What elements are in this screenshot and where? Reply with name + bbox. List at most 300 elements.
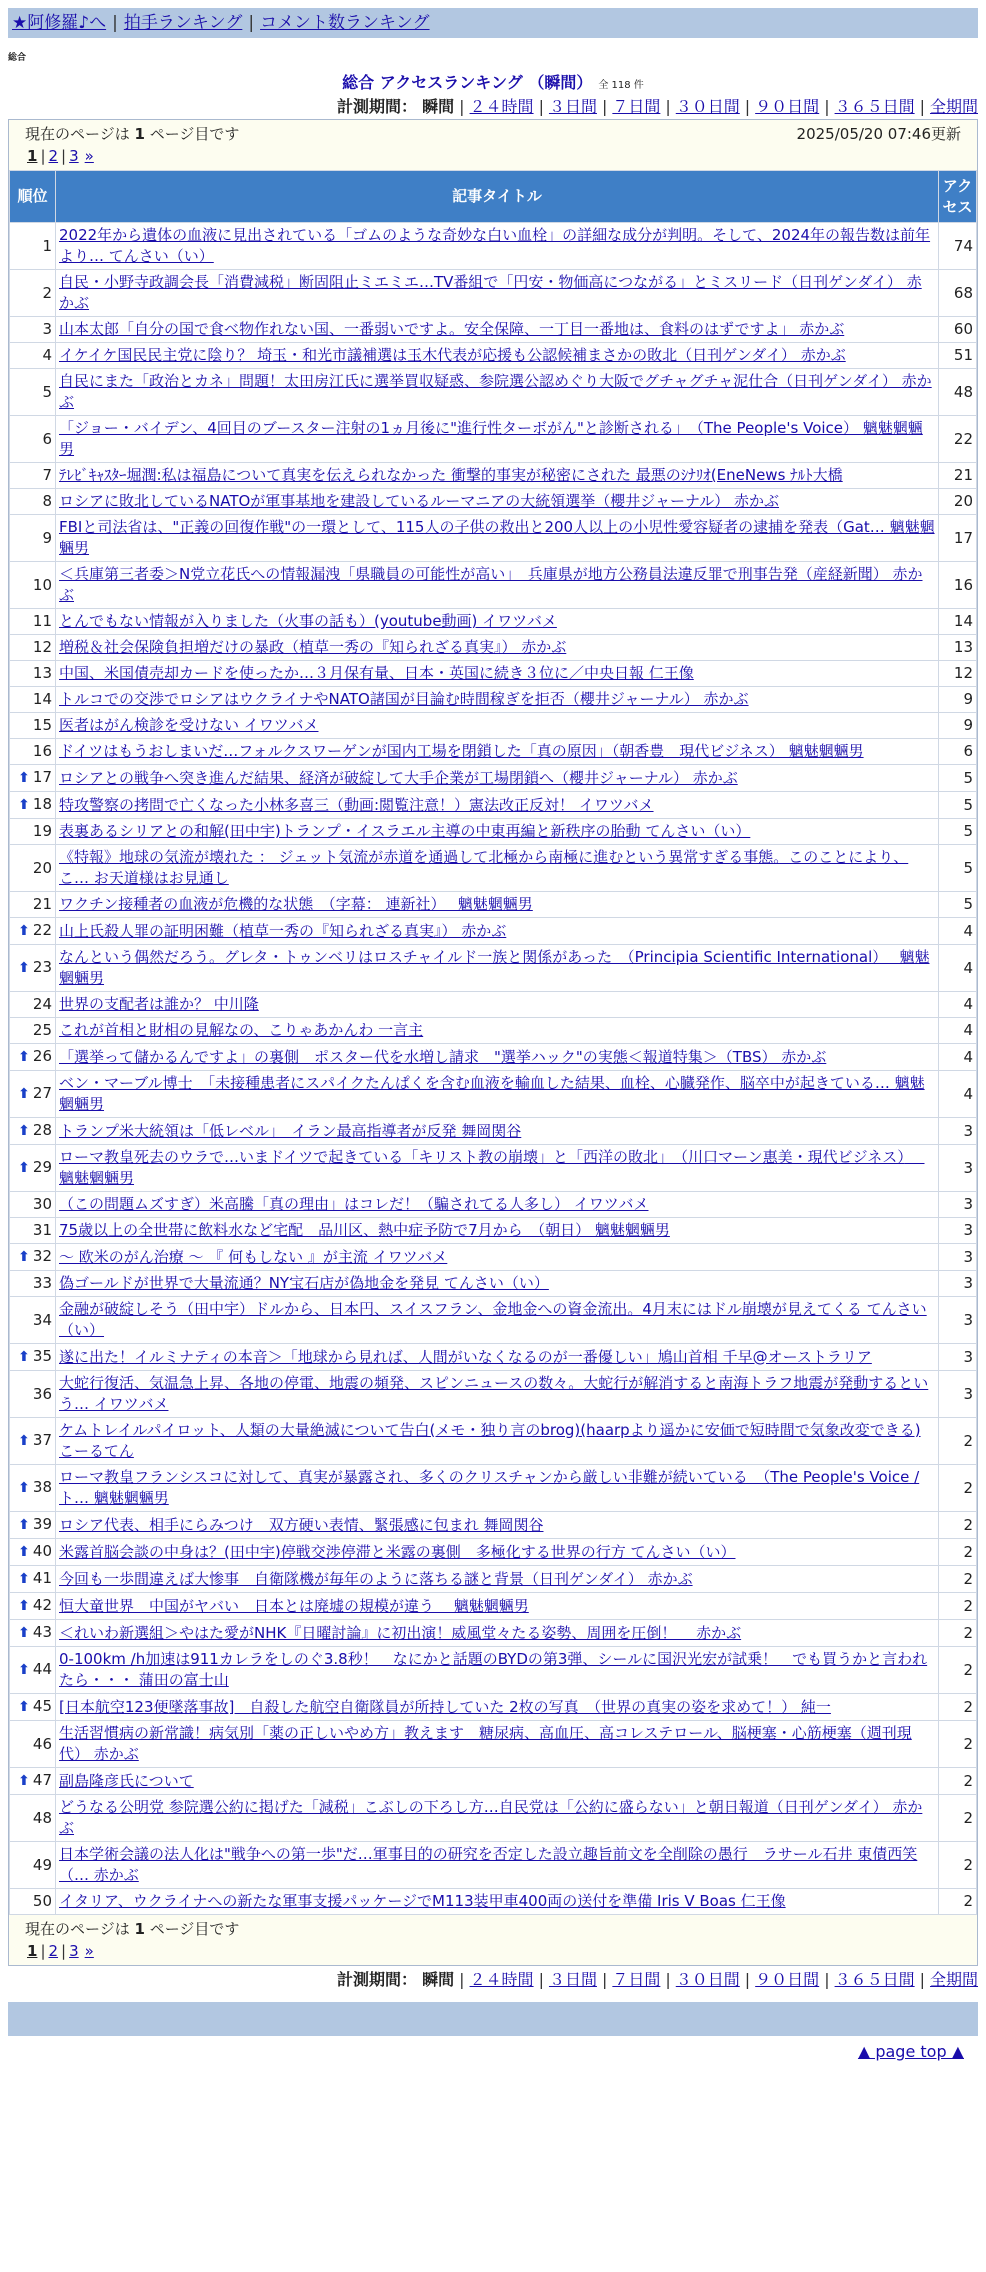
access-count: 4	[939, 1044, 977, 1071]
rank-up-arrow-icon: ⬆	[18, 1625, 30, 1641]
title-cell	[56, 369, 939, 416]
rank-cell	[10, 1566, 56, 1593]
access-count: 5	[939, 792, 977, 819]
title-cell	[56, 1218, 939, 1244]
article-link[interactable]: 自民・小野寺政調会長「消費減税」断固阻止ミエミエ…TV番組で「円安・物価高につながる」とミスリード（日刊ゲンダイ） 赤かぶ	[59, 273, 922, 312]
table-row	[10, 1344, 977, 1371]
title-cell	[56, 845, 939, 892]
title-cell	[56, 223, 939, 270]
rank-number: 4	[42, 346, 52, 364]
title-cell	[56, 892, 939, 918]
title-cell	[56, 1889, 939, 1915]
article-link[interactable]: 自民にまた「政治とカネ」問題！太田房江氏に選挙買収疑惑、参院選公認めぐり大阪でグチャグチャ泥仕合（日刊ゲンダイ） 赤かぶ	[59, 372, 932, 411]
rank-number: 1	[42, 236, 52, 255]
title-cell	[56, 463, 939, 489]
article-link[interactable]: ローマ教皇フランシスコに対して、真実が暴露され、多くのクリスチャンから厳しい非難が続いている （The People's Voice / ト… 魑魅魍魎男	[59, 1468, 920, 1507]
pager-next[interactable]: »	[84, 147, 94, 165]
access-count: 3	[939, 1192, 977, 1218]
article-link[interactable]: （この問題ムズすぎ）米高騰「真の理由」はコレだ！（騙されてる人多し） イワツバメ	[59, 1195, 649, 1213]
title-cell	[56, 945, 939, 992]
table-row	[10, 1218, 977, 1244]
table-row	[10, 1465, 977, 1512]
title-cell	[56, 1192, 939, 1218]
title-cell	[56, 1271, 939, 1297]
table-row	[10, 1071, 977, 1118]
period-current: 瞬間	[422, 1970, 455, 1989]
article-link[interactable]: 山上氏殺人罪の証明困難（植草一秀の『知られざる真実』） 赤かぶ	[59, 921, 507, 940]
ranking-body	[10, 223, 977, 1915]
current-page-text	[25, 123, 239, 144]
access-count: 5	[939, 819, 977, 845]
rank-number: 35	[32, 1347, 52, 1365]
rank-cell	[10, 1889, 56, 1915]
rank-cell	[10, 1018, 56, 1044]
period-link-365d[interactable]: ３６５日間	[834, 1970, 915, 1989]
rank-cell	[10, 845, 56, 892]
access-count: 48	[939, 369, 977, 416]
article-link[interactable]: ロシア代表、相手にらみつけ 双方硬い表情、緊張感に包まれ 舞岡関谷	[59, 1515, 544, 1534]
title-cell	[56, 792, 939, 819]
rank-up-arrow-icon: ⬆	[18, 1571, 30, 1587]
table-row	[10, 1297, 977, 1344]
access-count: 2	[939, 1539, 977, 1566]
current-page-pre: 現在のページは	[25, 1920, 130, 1938]
rank-number: 21	[32, 895, 52, 913]
access-count: 3	[939, 1344, 977, 1371]
rank-cell	[10, 1192, 56, 1218]
access-count: 12	[939, 661, 977, 687]
rank-number: 37	[32, 1431, 52, 1449]
rank-number: 34	[32, 1310, 52, 1329]
table-row	[10, 739, 977, 765]
period-link-365d[interactable]: ３６５日間	[834, 97, 915, 116]
table-row	[10, 1118, 977, 1145]
access-count: 4	[939, 992, 977, 1018]
pager-link-3[interactable]: 3	[69, 1942, 79, 1960]
rank-number: 46	[32, 1734, 52, 1753]
footer-bar	[8, 2002, 978, 2036]
title-cell	[56, 1297, 939, 1344]
article-link[interactable]: 増税＆社会保険負担増だけの暴政（植草一秀の『知られざる真実』） 赤かぶ	[59, 638, 567, 656]
rank-cell	[10, 562, 56, 609]
table-row	[10, 918, 977, 945]
rank-up-arrow-icon: ⬆	[18, 1480, 30, 1496]
access-count: 68	[939, 270, 977, 317]
title-cell	[56, 1018, 939, 1044]
rank-number: 24	[32, 995, 52, 1013]
article-link[interactable]: これが首相と財相の見解なの、こりゃあかんわ 一言主	[59, 1021, 424, 1039]
rank-cell	[10, 1512, 56, 1539]
table-row	[10, 270, 977, 317]
article-link[interactable]: ケムトレイルパイロット、人類の大量絶滅について告白(メモ・独り言のbrog)(haarpより遥かに安価で短時間で気象改変できる) こーるてん	[59, 1421, 921, 1460]
period-selector-top	[8, 95, 978, 119]
rank-cell	[10, 270, 56, 317]
table-row	[10, 317, 977, 343]
current-page-text-bottom	[25, 1918, 239, 1939]
access-count: 2	[939, 1593, 977, 1620]
access-count: 5	[939, 765, 977, 792]
rank-up-arrow-icon: ⬆	[18, 1517, 30, 1533]
table-row	[10, 819, 977, 845]
rank-number: 42	[32, 1596, 52, 1614]
period-link-all[interactable]: 全期間	[929, 97, 978, 116]
table-row	[10, 1647, 977, 1694]
rank-number: 23	[32, 958, 52, 976]
rank-cell	[10, 1795, 56, 1842]
article-link[interactable]: 金融が破綻しそう（田中宇）ドルから、日本円、スイスフラン、金地金への資金流出。4月末にはドル崩壊が見えてくる てんさい（い）	[59, 1300, 927, 1339]
rank-cell	[10, 819, 56, 845]
nav-separator: |	[112, 13, 118, 33]
ranking-box	[8, 119, 978, 1966]
article-link[interactable]: 「選挙って儲かるんですよ」の裏側 ポスター代を水増し請求 "選挙ハック"の実態＜報道特集＞（TBS） 赤かぶ	[59, 1047, 827, 1066]
period-link-30d[interactable]: ３０日間	[675, 1970, 740, 1989]
title-cell	[56, 1620, 939, 1647]
rank-cell	[10, 1297, 56, 1344]
rank-up-arrow-icon: ⬆	[18, 1544, 30, 1560]
title-cell	[56, 1694, 939, 1721]
rank-up-arrow-icon: ⬆	[18, 1773, 30, 1789]
article-link[interactable]: 生活習慣病の新常識！病気別「薬の正しいやめ方」教えます 糖尿病、高血圧、高コレステロール、脳梗塞・心筋梗塞（週刊現代） 赤かぶ	[59, 1724, 912, 1763]
access-count: 2	[939, 1418, 977, 1465]
rank-number: 27	[32, 1084, 52, 1102]
rank-cell	[10, 1071, 56, 1118]
title-cell	[56, 416, 939, 463]
pager-link-3[interactable]: 3	[69, 147, 79, 165]
rank-cell	[10, 1842, 56, 1889]
period-link-90d[interactable]: ９０日間	[755, 1970, 820, 1989]
period-link-7d[interactable]: ７日間	[612, 97, 661, 116]
rank-number: 14	[32, 690, 52, 708]
access-count: 21	[939, 463, 977, 489]
article-link[interactable]: トルコでの交渉でロシアはウクライナやNATO諸国が目論む時間稼ぎを拒否（櫻井ジャーナル） 赤かぶ	[59, 690, 749, 708]
article-link[interactable]: 「ジョー・バイデン、4回目のブースター注射の1ヵ月後に"進行性ターボがん"と診断される」 （The People's Voice） 魑魅魍魎男	[59, 419, 923, 458]
pager-current: 1	[27, 147, 38, 165]
rank-cell	[10, 223, 56, 270]
access-count: 2	[939, 1647, 977, 1694]
rank-number: 9	[42, 528, 52, 547]
title-cell	[56, 819, 939, 845]
article-link[interactable]: 特攻警察の拷問で亡くなった小林多喜三（動画:閲覧注意！）憲法改正反対！ イワツバメ	[59, 795, 654, 814]
article-link[interactable]: 世界の支配者は誰か？ 中川隆	[59, 995, 259, 1013]
rank-number: 31	[32, 1221, 52, 1239]
table-row	[10, 515, 977, 562]
period-current: 瞬間	[422, 97, 455, 116]
article-link[interactable]: なんという偶然だろう。グレタ・トゥンベリはロスチャイルド一族と関係があった （Principia Scientific International） 魑魅魍魎男	[59, 948, 930, 987]
title-cell	[56, 1512, 939, 1539]
article-link[interactable]: ﾃﾚﾋﾞｷｬｽﾀｰ堀潤:私は福島について真実を伝えられなかった 衝撃的事実が秘密にされた 最悪のｼﾅﾘｵ(EneNews ﾅﾙﾄ大橋	[59, 466, 843, 484]
article-link[interactable]: ワクチン接種者の血液が危機的な状態 （字幕： 連新社） 魑魅魍魎男	[59, 895, 533, 913]
rank-cell	[10, 463, 56, 489]
rank-cell	[10, 635, 56, 661]
title-cell	[56, 515, 939, 562]
title-cell	[56, 687, 939, 713]
title-cell	[56, 918, 939, 945]
header-title: 記事タイトル	[56, 171, 939, 223]
pager-top	[9, 146, 977, 170]
access-count: 2	[939, 1768, 977, 1795]
title-cell	[56, 1465, 939, 1512]
rank-cell	[10, 609, 56, 635]
rank-cell	[10, 1620, 56, 1647]
title-cell	[56, 1044, 939, 1071]
access-count: 3	[939, 1218, 977, 1244]
title-cell	[56, 1244, 939, 1271]
header-access: アクセス	[939, 171, 977, 223]
table-header-row	[10, 171, 977, 223]
access-count: 16	[939, 562, 977, 609]
title-cell	[56, 489, 939, 515]
article-link[interactable]: 2022年から遺体の血液に見出されている「ゴムのような奇妙な白い血栓」の詳細な成分が判明。そして、2024年の報告数は前年より… てんさい（い）	[59, 226, 931, 265]
article-link[interactable]: トランプ米大統領は「低レベル」 イラン最高指導者が反発 舞岡関谷	[59, 1121, 522, 1140]
table-row	[10, 1192, 977, 1218]
title-cell	[56, 1539, 939, 1566]
rank-cell	[10, 1768, 56, 1795]
article-link[interactable]: 遂に出た！イルミナティの本音＞「地球から見れば、人間がいなくなるのが一番優しい」鳩山首相 千早@オーストラリア	[59, 1347, 872, 1366]
rank-number: 38	[32, 1478, 52, 1496]
rank-number: 49	[32, 1855, 52, 1874]
article-link[interactable]: FBIと司法省は、"正義の回復作戦"の一環として、115人の子供の救出と200人以上の小児性愛容疑者の逮捕を発表（Gat… 魑魅魍魎男	[59, 518, 935, 557]
period-link-all[interactable]: 全期間	[929, 1970, 978, 1989]
article-link[interactable]: イケイケ国民民主党に陰り？ 埼玉・和光市議補選は玉木代表が応援も公認候補まさかの敗北（日刊ゲンダイ） 赤かぶ	[59, 346, 846, 364]
ranking-table	[9, 170, 977, 1915]
rank-number: 36	[32, 1384, 52, 1403]
rank-cell	[10, 765, 56, 792]
article-link[interactable]: 0-100km /h加速は911カレラをしのぐ3.8秒！ なにかと話題のBYDの第3弾、シールに国沢光宏が試乗！ でも買うかと言われたら・・・ 蒲田の富士山	[59, 1650, 928, 1689]
pager-link-2[interactable]: 2	[48, 147, 59, 165]
article-link[interactable]: 偽ゴールドが世界で大量流通？NY宝石店が偽地金を発見 てんさい（い）	[59, 1274, 549, 1292]
pager-separator: |	[61, 1942, 67, 1960]
page-top-area	[8, 2036, 978, 2076]
table-row	[10, 1842, 977, 1889]
title-cell	[56, 713, 939, 739]
table-row	[10, 845, 977, 892]
rank-cell	[10, 918, 56, 945]
title-cell	[56, 1721, 939, 1768]
rank-cell	[10, 1371, 56, 1418]
article-link[interactable]: ベン・マーブル博士 「未接種患者にスパイクたんぱくを含む血液を輸血した結果、血栓、心臓発作、脳卒中が起きている… 魑魅魍魎男	[59, 1074, 925, 1113]
pager-current: 1	[27, 1942, 38, 1960]
rank-cell	[10, 1721, 56, 1768]
title-cell	[56, 739, 939, 765]
period-link-7d[interactable]: ７日間	[612, 1970, 661, 1989]
article-link[interactable]: 大蛇行復活、気温急上昇、各地の停電、地震の頻発、スピンニュースの数々。大蛇行が解消すると南海トラフ地震が発動するという… イワツバメ	[59, 1374, 929, 1413]
rank-cell	[10, 1647, 56, 1694]
page-info-top	[9, 120, 977, 146]
rank-number: 43	[32, 1623, 52, 1641]
title-cell	[56, 609, 939, 635]
rank-up-arrow-icon: ⬆	[18, 1662, 30, 1678]
rank-up-arrow-icon: ⬆	[18, 770, 30, 786]
article-link[interactable]: 表裏あるシリアとの和解(田中宇)トランプ・イスラエル主導の中東再編と新秩序の胎動 てんさい（い）	[59, 822, 751, 840]
period-selector-bottom	[8, 1968, 978, 1992]
article-link[interactable]: ＜れいわ新選組＞やはた愛がNHK『日曜討論』に初出演！威風堂々たる姿勢、周囲を圧倒！ 赤かぶ	[59, 1623, 742, 1642]
rank-cell	[10, 992, 56, 1018]
access-count: 9	[939, 687, 977, 713]
rank-cell	[10, 1593, 56, 1620]
rank-up-arrow-icon: ⬆	[18, 1049, 30, 1065]
page-title-text: 総合 アクセスランキング （瞬間）	[342, 73, 593, 92]
rank-number: 8	[42, 492, 52, 510]
table-row	[10, 892, 977, 918]
rank-cell	[10, 739, 56, 765]
table-row	[10, 765, 977, 792]
period-link-3d[interactable]: ３日間	[548, 97, 597, 116]
rank-number: 18	[32, 795, 52, 813]
period-label: 計測期間：	[337, 97, 418, 116]
access-count: 3	[939, 1118, 977, 1145]
top-nav	[8, 8, 978, 38]
nav-link-comment-ranking[interactable]: コメント数ランキング	[260, 13, 430, 33]
table-row	[10, 1145, 977, 1192]
table-row	[10, 1539, 977, 1566]
table-row	[10, 792, 977, 819]
rank-cell	[10, 343, 56, 369]
rank-cell	[10, 1344, 56, 1371]
rank-number: 28	[32, 1121, 52, 1139]
rank-up-arrow-icon: ⬆	[18, 1249, 30, 1265]
period-separator: |	[824, 1970, 830, 1989]
rank-up-arrow-icon: ⬆	[18, 1123, 30, 1139]
access-count: 20	[939, 489, 977, 515]
access-count: 2	[939, 1795, 977, 1842]
article-link[interactable]: とんでもない情報が入りました（火事の話も）(youtube動画) イワツバメ	[59, 612, 557, 630]
table-row	[10, 1512, 977, 1539]
period-link-90d[interactable]: ９０日間	[755, 97, 820, 116]
article-link[interactable]: 今回も一歩間違えば大惨事 自衛隊機が毎年のように落ちる謎と背景（日刊ゲンダイ） 赤かぶ	[59, 1569, 693, 1588]
pager-separator: |	[61, 147, 67, 165]
table-row	[10, 1418, 977, 1465]
rank-number: 17	[32, 768, 52, 786]
access-count: 2	[939, 1889, 977, 1915]
current-page-num: 1	[134, 1920, 145, 1938]
article-link[interactable]: 中国、米国債売却カードを使ったか…３月保有量、日本・英国に続き３位に／中央日報 仁王像	[59, 664, 694, 682]
access-count: 2	[939, 1566, 977, 1593]
table-row	[10, 661, 977, 687]
title-cell	[56, 635, 939, 661]
title-cell	[56, 562, 939, 609]
period-separator: |	[538, 1970, 544, 1989]
access-count: 3	[939, 1297, 977, 1344]
period-link-24h[interactable]: ２４時間	[469, 97, 534, 116]
article-link[interactable]: ＜兵庫第三者委＞N党立花氏への情報漏洩「県職員の可能性が高い」 兵庫県が地方公務員法違反罪で刑事告発（産経新聞） 赤かぶ	[59, 565, 923, 604]
rank-up-arrow-icon: ⬆	[18, 797, 30, 813]
period-separator: |	[665, 97, 671, 116]
table-row	[10, 1566, 977, 1593]
title-cell	[56, 1371, 939, 1418]
period-link-24h[interactable]: ２４時間	[469, 1970, 534, 1989]
article-link[interactable]: 75歳以上の全世帯に飲料水など宅配 品川区、熱中症予防で7月から （朝日） 魑魅魍魎男	[59, 1221, 670, 1239]
rank-number: 47	[32, 1771, 52, 1789]
article-link[interactable]: ドイツはもうおしまいだ…フォルクスワーゲンが国内工場を閉鎖した「真の原因」（朝香豊 現代ビジネス） 魑魅魍魎男	[59, 742, 864, 760]
rank-up-arrow-icon: ⬆	[18, 1699, 30, 1715]
access-count: 3	[939, 1271, 977, 1297]
period-link-3d[interactable]: ３日間	[548, 1970, 597, 1989]
access-count: 2	[939, 1694, 977, 1721]
access-count: 17	[939, 515, 977, 562]
article-link[interactable]: 副島隆彦氏について	[59, 1771, 194, 1790]
pager-link-2[interactable]: 2	[48, 1942, 59, 1960]
section-label: 総合	[8, 53, 27, 63]
article-link[interactable]: ～ 欧米のがん治療 ～ 『 何もしない 』が主流 イワツバメ	[59, 1247, 448, 1266]
rank-up-arrow-icon: ⬆	[18, 1160, 30, 1176]
current-page-post: ページ目です	[149, 125, 240, 143]
rank-number: 3	[42, 320, 52, 338]
rank-number: 26	[32, 1047, 52, 1065]
access-count: 51	[939, 343, 977, 369]
nav-link-clap-ranking[interactable]: 拍手ランキング	[123, 13, 243, 33]
article-link[interactable]: [日本航空123便墜落事故] 自殺した航空自衛隊員が所持していた 2枚の写真 （世界の真実の姿を求めて！） 純一	[59, 1697, 831, 1716]
access-count: 6	[939, 739, 977, 765]
table-row	[10, 343, 977, 369]
rank-cell	[10, 1044, 56, 1071]
table-row	[10, 562, 977, 609]
updated-timestamp: 2025/05/20 07:46更新	[796, 125, 961, 143]
article-link[interactable]: どうなる公明党 参院選公約に掲げた「減税」こぶしの下ろし方…自民党は「公約に盛らない」と朝日報道（日刊ゲンダイ） 赤かぶ	[59, 1798, 923, 1837]
article-link[interactable]: ロシアに敗北しているNATOが軍事基地を建設しているルーマニアの大統領選挙（櫻井ジャーナル） 赤かぶ	[59, 492, 780, 510]
article-link[interactable]: 山本太郎「自分の国で食べ物作れない国、一番弱いですよ。安全保障、一丁目一番地は、食料のはずですよ」 赤かぶ	[59, 320, 845, 338]
access-count: 3	[939, 1145, 977, 1192]
article-link[interactable]: 医者はがん検診を受けない イワツバメ	[59, 716, 319, 734]
table-row	[10, 1593, 977, 1620]
article-link[interactable]: 米露首脳会談の中身は？(田中宇)停戦交渉停滞と米露の裏側 多極化する世界の行方 てんさい（い）	[59, 1542, 736, 1561]
access-count: 5	[939, 892, 977, 918]
table-row	[10, 687, 977, 713]
rank-number: 30	[32, 1195, 52, 1213]
access-count: 3	[939, 1244, 977, 1271]
rank-number: 6	[42, 429, 52, 448]
rank-cell	[10, 1145, 56, 1192]
title-cell	[56, 270, 939, 317]
rank-number: 48	[32, 1808, 52, 1827]
rank-cell	[10, 489, 56, 515]
table-row	[10, 1018, 977, 1044]
nav-link-asyura[interactable]: ★阿修羅♪へ	[12, 13, 107, 33]
rank-cell	[10, 1244, 56, 1271]
table-row	[10, 945, 977, 992]
period-separator: |	[824, 97, 830, 116]
table-row	[10, 713, 977, 739]
period-link-30d[interactable]: ３０日間	[675, 97, 740, 116]
table-row	[10, 1044, 977, 1071]
pager-bottom	[9, 1941, 977, 1965]
article-link[interactable]: 日本学術会議の法人化は"戦争への第一歩"だ…軍事目的の研究を否定した設立趣旨前文を全削除の愚行 ラサール石井 東債西笑（… 赤かぶ	[59, 1845, 918, 1884]
article-link[interactable]: ローマ教皇死去のウラで…いまドイツで起きている「キリスト教の崩壊」と「西洋の敗北」 （川口マーン惠美・現代ビジネス） 魑魅魍魎男	[59, 1148, 925, 1187]
article-link[interactable]: 恒大童世界 中国がヤバい 日本とは廃墟の規模が違う 魑魅魍魎男	[59, 1596, 529, 1615]
rank-cell	[10, 1465, 56, 1512]
period-separator: |	[459, 1970, 465, 1989]
rank-number: 25	[32, 1021, 52, 1039]
rank-cell	[10, 317, 56, 343]
rank-number: 50	[32, 1892, 52, 1910]
current-page-num: 1	[134, 125, 145, 143]
table-row	[10, 463, 977, 489]
access-count: 4	[939, 945, 977, 992]
pager-next[interactable]: »	[84, 1942, 94, 1960]
page-top-link[interactable]: ▲ page top ▲	[857, 2042, 964, 2061]
article-link[interactable]: 《特報》地球の気流が壊れた ： ジェット気流が赤道を通過して北極から南極に進むという異常すぎる事態。このことにより、こ… お天道様はお見通し	[59, 848, 909, 887]
article-link[interactable]: ロシアとの戦争へ突き進んだ結果、経済が破綻して大手企業が工場閉鎖へ（櫻井ジャーナル） 赤かぶ	[59, 768, 738, 787]
total-count: 全 118 件	[598, 80, 644, 91]
rank-number: 41	[32, 1569, 52, 1587]
access-count: 5	[939, 845, 977, 892]
title-cell	[56, 661, 939, 687]
rank-cell	[10, 792, 56, 819]
rank-number: 33	[32, 1274, 52, 1292]
article-link[interactable]: イタリア、ウクライナへの新たな軍事支援パッケージでM113装甲車400両の送付を準備 Iris V Boas 仁王像	[59, 1892, 786, 1910]
rank-cell	[10, 1118, 56, 1145]
rank-number: 45	[32, 1697, 52, 1715]
title-cell	[56, 1566, 939, 1593]
